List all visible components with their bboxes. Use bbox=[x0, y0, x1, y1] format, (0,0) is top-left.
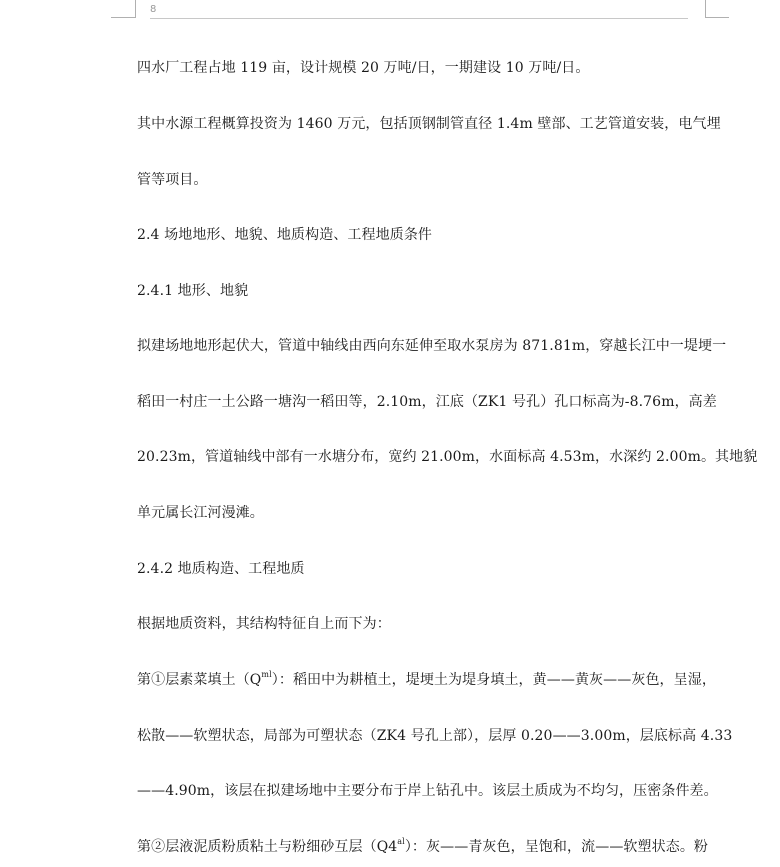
layer-2-label: 第②层液泥质粉质粘土与粉细砂互层（Q4 bbox=[137, 839, 398, 855]
layer-1-label: 第①层素菜填土（Q bbox=[137, 672, 262, 688]
layer-1-description: ）：稻田中为耕植土，堤埂土为堤身填土，黄——黄灰——灰色，呈湿， bbox=[271, 672, 716, 688]
paragraph-line: 20.23m，管道轴线中部有一水塘分布，宽约 21.00m，水面标高 4.53m，水深约 2.00m。其地貌 bbox=[137, 449, 758, 465]
crop-mark-top-right bbox=[705, 17, 729, 18]
paragraph-line: 四水厂工程占地 119 亩，设计规模 20 万吨/日，一期建设 10 万吨/日。 bbox=[137, 60, 590, 76]
layer-1-line bbox=[137, 670, 716, 690]
paragraph-line: 根据地质资料，其结构特征自上而下为： bbox=[137, 616, 391, 632]
header-divider bbox=[150, 18, 688, 19]
paragraph-line: 管等项目。 bbox=[137, 172, 208, 188]
paragraph-line: 稻田一村庄一土公路一塘沟一稻田等，2.10m，江底（ZK1 号孔）孔口标高为-8.76m，高差 bbox=[137, 394, 717, 410]
paragraph-line: 拟建场地地形起伏大，管道中轴线由西向东延伸至取水泵房为 871.81m，穿越长江中一堤埂一 bbox=[137, 338, 727, 354]
layer-2-superscript: al bbox=[397, 837, 405, 847]
subsection-heading: 2.4.1 地形、地貌 bbox=[137, 283, 249, 299]
paragraph-line: 松散——软塑状态，局部为可塑状态（ZK4 号孔上部），层厚 0.20——3.00m，层底标高 4.33 bbox=[137, 728, 733, 744]
subsection-heading: 2.4.2 地质构造、工程地质 bbox=[137, 561, 305, 577]
crop-mark-top-left-vertical bbox=[135, 0, 136, 18]
layer-2-line bbox=[137, 837, 707, 857]
layer-1-superscript: ml bbox=[261, 670, 272, 680]
crop-mark-top-left bbox=[111, 17, 135, 18]
paragraph-line: 单元属长江河漫滩。 bbox=[137, 505, 264, 521]
page-number: 8 bbox=[150, 4, 157, 15]
paragraph-line: ——4.90m，该层在拟建场地中主要分布于岸上钻孔中。该层土质成为不均匀，压密条件差。 bbox=[137, 783, 718, 799]
crop-mark-top-right-vertical bbox=[705, 0, 706, 18]
paragraph-line: 其中水源工程概算投资为 1460 万元，包括顶钢制管直径 1.4m 壁部、工艺管道安装，电气埋 bbox=[137, 116, 721, 132]
layer-2-description: ）：灰——青灰色，呈饱和，流——软塑状态。粉 bbox=[404, 839, 709, 855]
section-heading: 2.4 场地地形、地貌、地质构造、工程地质条件 bbox=[137, 227, 433, 243]
